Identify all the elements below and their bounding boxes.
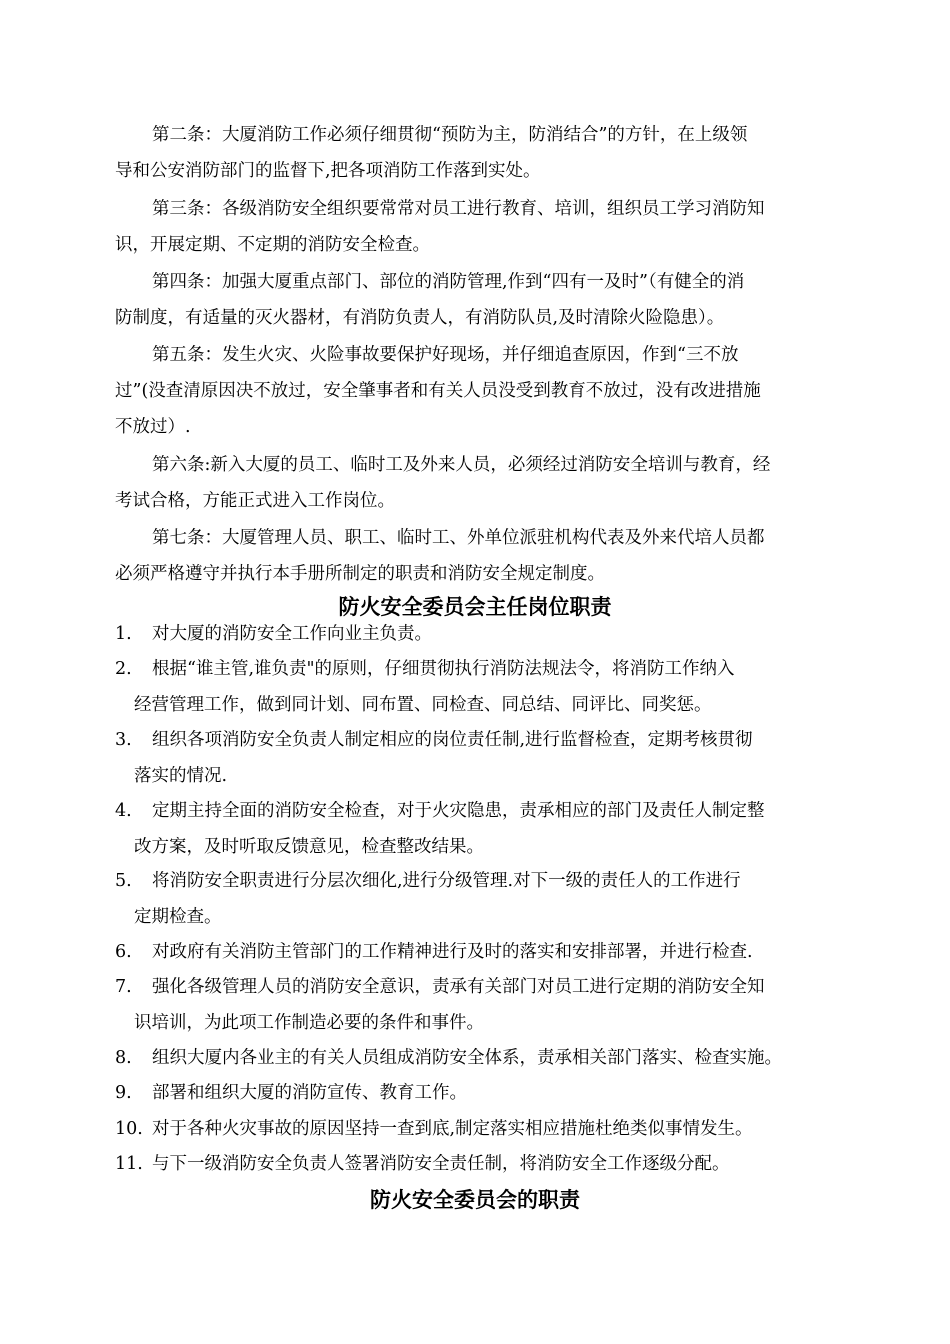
list-item: 8. 组织大厦内各业主的有关人员组成消防安全体系，责承相关部门落实、检查实施。 [115,1040,839,1076]
list-item-number: 11. [115,1154,143,1174]
section-heading-committee-duties: 防火安全委员会的职责 [370,1187,580,1212]
list-item-number: 4. [115,801,132,821]
list-item: 10. 对于各种火灾事故的原因坚持一查到底,制定落实相应措施杜绝类似事情发生。 [115,1111,839,1147]
list-item-number: 2. [115,659,132,679]
list-item-number: 8. [115,1048,132,1068]
list-item-number: 10. [115,1119,143,1139]
list-item: 9. 部署和组织大厦的消防宣传、教育工作。 [115,1075,839,1111]
list-item-number: 6. [115,942,132,962]
list-item-number: 1. [115,624,132,644]
list-item: 5. 将消防安全职责进行分层次细化,进行分级管理.对下一级的责任人的工作进行 定期检查。 [115,863,839,935]
list-item: 7. 强化各级管理人员的消防安全意识，责承有关部门对员工进行定期的消防安全知 识培训，为此项工作制造必要的条件和事件。 [115,969,839,1041]
list-item: 2. 根据“谁主管,谁负责"的原则，仔细贯彻执行消防法规法令，将消防工作纳入 经营管理工作，做到同计划、同布置、同检查、同总结、同评比、同奖惩。 [115,651,839,723]
section-heading-director-duties: 防火安全委员会主任岗位职责 [338,594,612,619]
list-item: 6. 对政府有关消防主管部门的工作精神进行及时的落实和安排部署，并进行检查. [115,934,839,970]
list-item-number: 5. [115,871,132,891]
article-2: 第二条：大厦消防工作必须仔细贯彻“预防为主，防消结合”的方针，在上级领 导和公安消防部门的监督下,把各项消防工作落到实处。 [115,125,748,181]
article-3: 第三条：各级消防安全组织要常常对员工进行教育、培训，组织员工学习消防知 识，开展定期、不定期的消防安全检查。 [115,199,765,255]
list-item: 4. 定期主持全面的消防安全检查，对于火灾隐患，责承相应的部门及责任人制定整 改方案，及时听取反馈意见，检查整改结果。 [115,793,839,865]
list-item: 3. 组织各项消防安全负责人制定相应的岗位责任制,进行监督检查，定期考核贯彻 落实的情况. [115,722,839,794]
list-item-number: 7. [115,977,132,997]
list-item: 1. 对大厦的消防安全工作向业主负责。 [115,616,839,652]
article-4: 第四条：加强大厦重点部门、部位的消防管理,作到“四有一及时”（有健全的消 防制度，有适量的灭火器材，有消防负责人，有消防队员,及时清除火险隐患）。 [115,272,745,328]
article-6: 第六条:新入大厦的员工、临时工及外来人员，必须经过消防安全培训与教育，经 考试合格，方能正式进入工作岗位。 [115,455,771,511]
article-5: 第五条：发生火灾、火险事故要保护好现场，并仔细追查原因，作到“三不放 过”(没查清原因决不放过，安全肇事者和有关人员没受到教育不放过，没有改进措施 不放过）. [115,345,761,437]
list-item-number: 9. [115,1083,132,1103]
list-item: 11. 与下一级消防安全负责人签署消防安全责任制，将消防安全工作逐级分配。 [115,1146,839,1182]
article-7: 第七条：大厦管理人员、职工、临时工、外单位派驻机构代表及外来代培人员都 必须严格遵守并执行本手册所制定的职责和消防安全规定制度。 [115,528,765,584]
list-item-number: 3. [115,730,132,750]
